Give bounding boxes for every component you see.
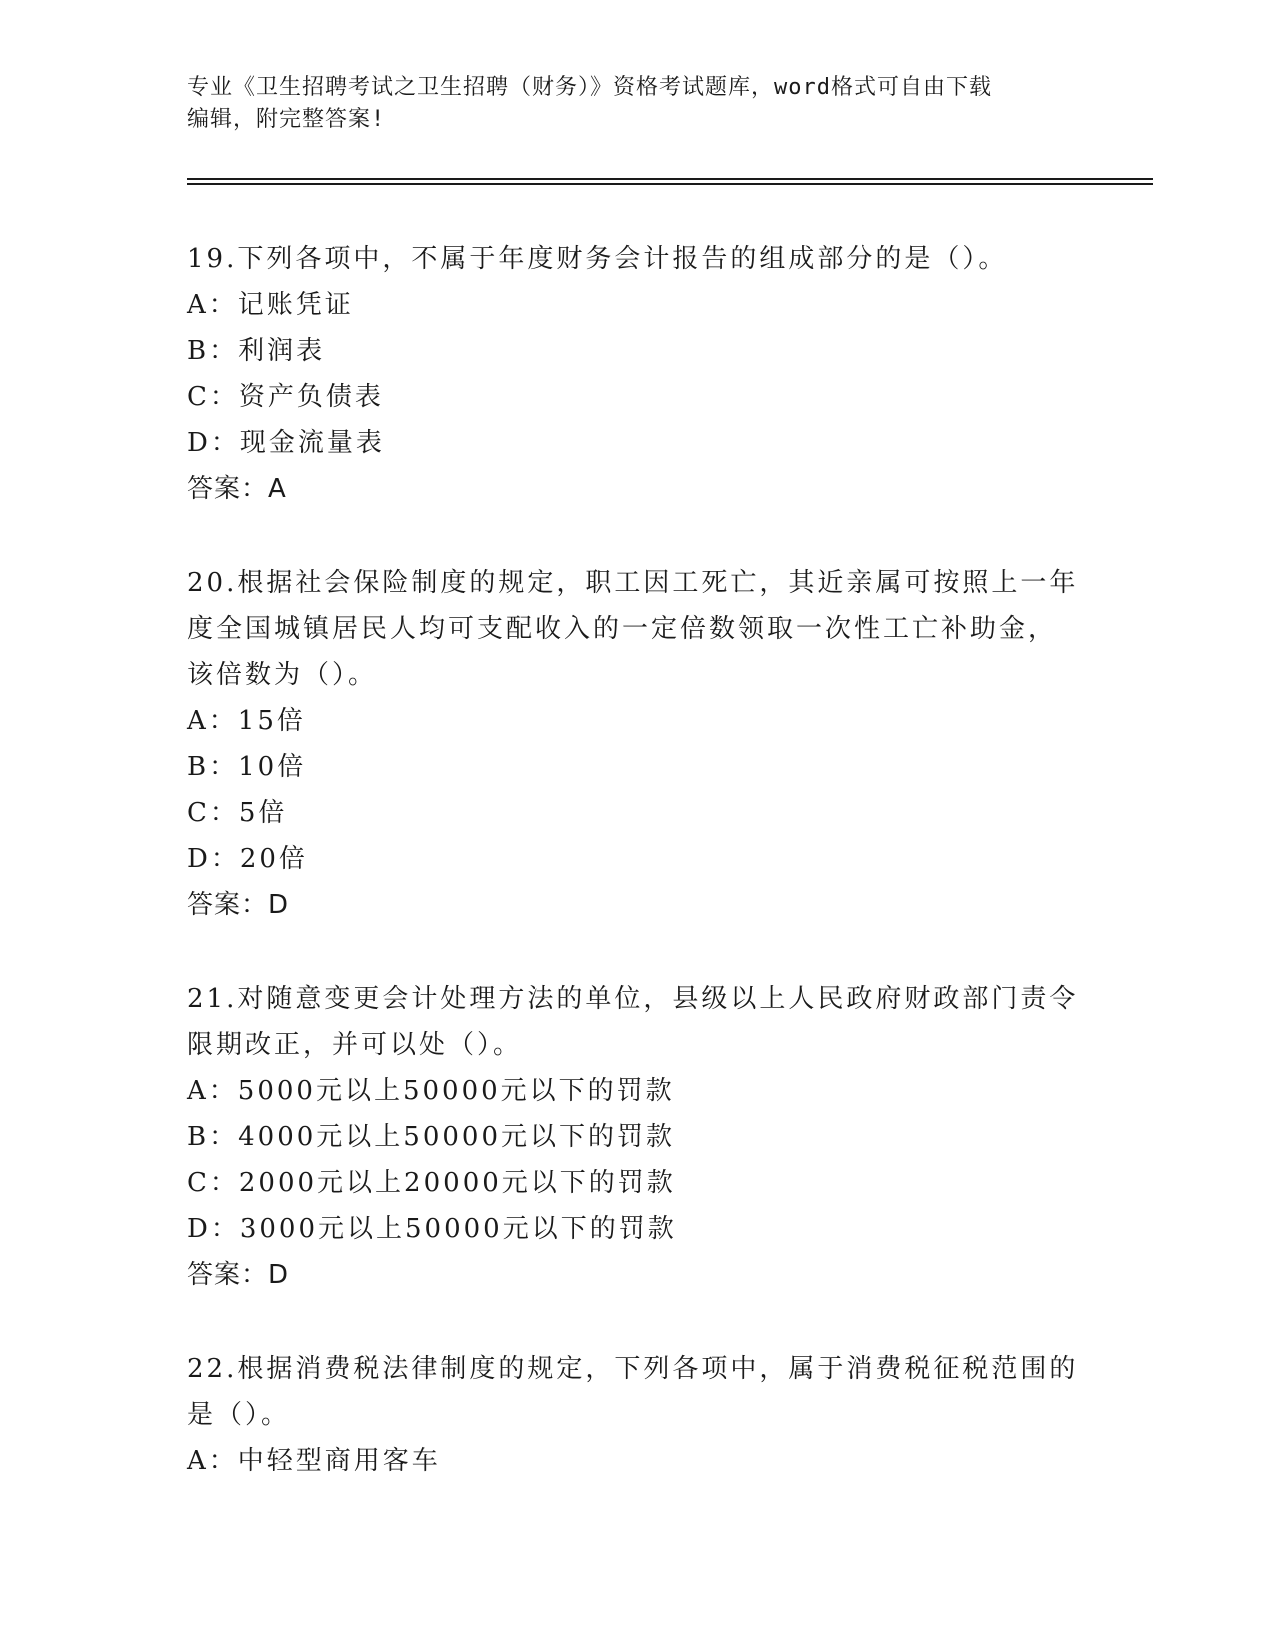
answer: 答案：A: [187, 474, 287, 504]
option-b: B：4000元以上50000元以下的罚款: [187, 1122, 675, 1152]
question-20: [187, 560, 1087, 928]
question-stem: 限期改正，并可以处（）。: [187, 1030, 523, 1060]
question-stem: 度全国城镇居民人均可支配收入的一定倍数领取一次性工亡补助金，: [187, 614, 1058, 644]
option-b: B：利润表: [187, 336, 326, 366]
question-stem: 是（）。: [187, 1400, 291, 1430]
document-header: [187, 72, 1067, 136]
question-list: [187, 236, 1087, 1532]
option-a: A：5000元以上50000元以下的罚款: [187, 1076, 675, 1106]
option-a: A：中轻型商用客车: [187, 1446, 441, 1476]
question-stem: 19.下列各项中，不属于年度财务会计报告的组成部分的是（）。: [187, 244, 1008, 274]
question-stem: 该倍数为（）。: [187, 660, 378, 690]
answer: 答案：D: [187, 890, 290, 920]
question-21: [187, 976, 1087, 1298]
option-a: A：15倍: [187, 706, 306, 736]
question-stem: 21.对随意变更会计处理方法的单位，县级以上人民政府财政部门责令: [187, 984, 1079, 1014]
option-b: B：10倍: [187, 752, 307, 782]
header-line-2: 编辑，附完整答案!: [187, 107, 386, 132]
option-d: D：现金流量表: [187, 428, 385, 458]
option-d: D：3000元以上50000元以下的罚款: [187, 1214, 677, 1244]
header-line-1: 专业《卫生招聘考试之卫生招聘（财务）》资格考试题库，word格式可自由下载: [187, 75, 992, 100]
question-stem: 22.根据消费税法律制度的规定，下列各项中，属于消费税征税范围的: [187, 1354, 1079, 1384]
question-22: [187, 1346, 1087, 1484]
question-stem: 20.根据社会保险制度的规定，职工因工死亡，其近亲属可按照上一年: [187, 568, 1079, 598]
header-divider-top: [187, 178, 1153, 180]
option-c: C：5倍: [187, 798, 288, 828]
option-a: A：记账凭证: [187, 290, 354, 320]
question-19: [187, 236, 1087, 512]
option-c: C：2000元以上20000元以下的罚款: [187, 1168, 676, 1198]
option-c: C：资产负债表: [187, 382, 384, 412]
header-divider-bottom: [187, 183, 1153, 185]
option-d: D：20倍: [187, 844, 308, 874]
answer: 答案：D: [187, 1260, 290, 1290]
